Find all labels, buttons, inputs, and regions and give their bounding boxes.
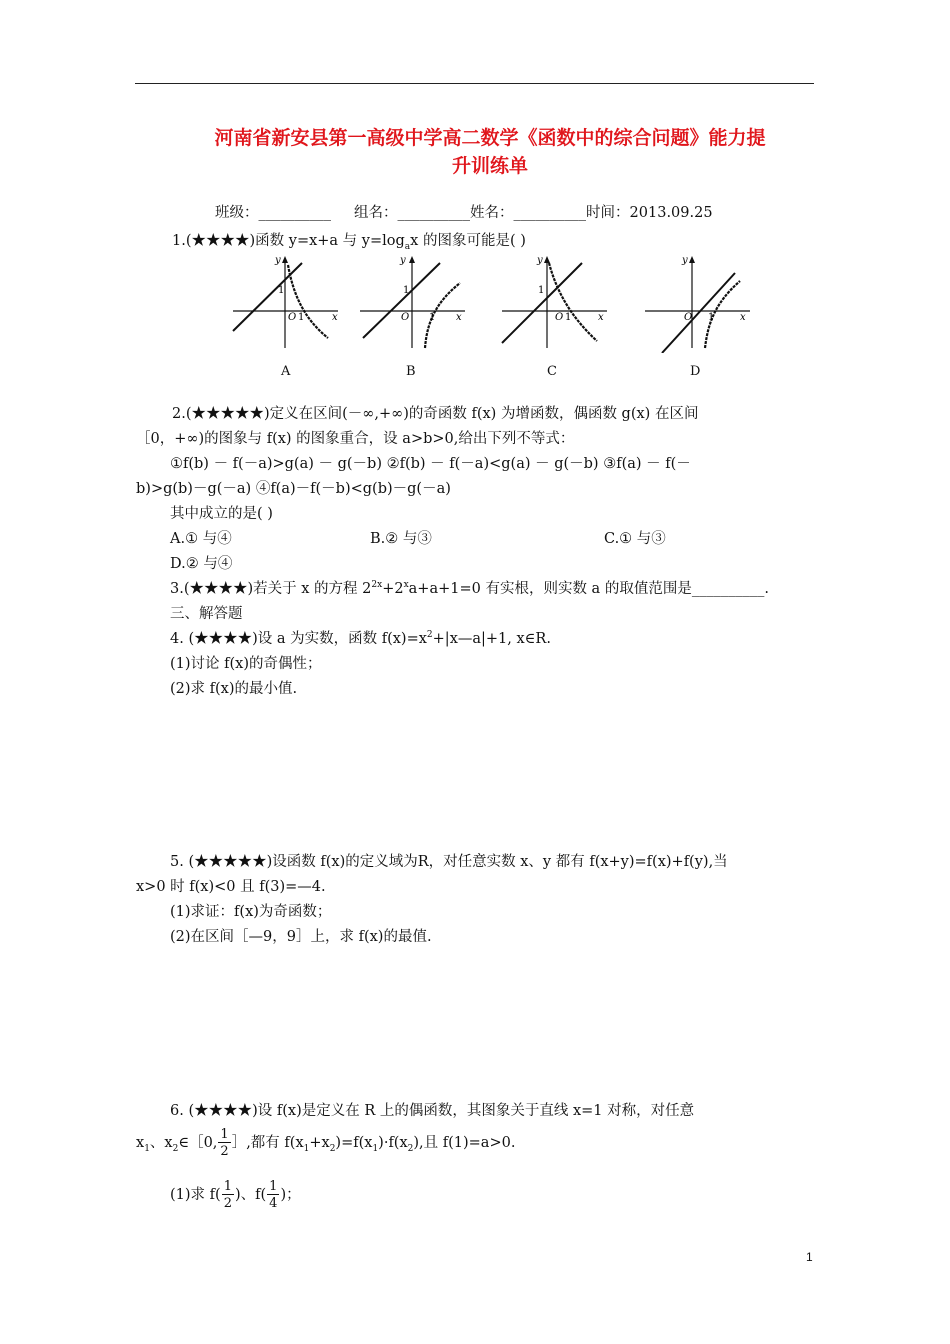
q2-line3: ①f(b) － f(－a)>g(a) － g(－b) ②f(b) － f(－a)<g(a) － g(－b) ③f(a) － f(－ — [170, 456, 691, 472]
name-label: 姓名： — [470, 205, 514, 221]
graph-d — [640, 253, 755, 353]
fraction-one-quarter: $\frac{1}{4}$ — [269, 1179, 278, 1211]
svg-text:y: y — [400, 255, 406, 266]
svg-text:y: y — [682, 255, 688, 266]
option-b-label: B — [406, 364, 416, 379]
option-d-label: D — [690, 364, 701, 379]
q2-line4: b)>g(b)－g(－a) ④f(a)－f(－b)<g(b)－g(－a) — [136, 481, 451, 497]
svg-text:x: x — [456, 312, 462, 323]
svg-text:O: O — [684, 312, 693, 323]
q5-line2: x>0 时 f(x)<0 且 f(3)=—4. — [136, 879, 326, 895]
header-line — [215, 201, 713, 222]
q2-line2: ［0，+∞)的图象与 f(x) 的图象重合，设 a>b>0,给出下列不等式： — [136, 431, 575, 447]
page-title-line2: 升训练单 — [451, 155, 528, 177]
svg-text:y: y — [537, 255, 543, 266]
q2-choice-c: C.① 与③ — [604, 531, 666, 547]
name-blank: __________ — [513, 205, 587, 221]
svg-text:1: 1 — [429, 312, 436, 323]
q4-part1: (1)讨论 f(x)的奇偶性； — [170, 656, 322, 672]
q6-part1: (1)求 f( $\frac{1}{2}$ )、f( $\frac{1}{4}$ )； — [170, 1179, 301, 1211]
svg-text:1: 1 — [403, 285, 410, 296]
q4-part2: (2)求 f(x)的最小值. — [170, 681, 298, 697]
svg-text:1: 1 — [298, 312, 305, 323]
svg-text:y: y — [275, 255, 281, 266]
svg-text:1: 1 — [278, 285, 285, 296]
page-title-line1: 河南省新安县第一高级中学高二数学《函数中的综合问题》能力提 — [214, 127, 766, 149]
section-heading: 三、解答题 — [170, 606, 243, 622]
q2-choice-a: A.① 与④ — [170, 531, 232, 547]
header-rule — [135, 83, 814, 84]
q5-line1: 5. (★★★★★)设函数 f(x)的定义域为R，对任意实数 x、y 都有 f(x+y)=f(x)+f(y),当 — [170, 854, 728, 870]
svg-text:x: x — [332, 312, 338, 323]
time-value: 2013.09.25 — [629, 205, 713, 221]
q2-choice-d: D.② 与④ — [170, 556, 233, 572]
q4-text: 4. (★★★★)设 a 为实数，函数 $f(x)=x^2+|x—a|+1$, x∈R. — [170, 630, 551, 647]
svg-text:1: 1 — [565, 312, 572, 323]
fraction-one-half: $\frac{1}{2}$ — [220, 1127, 229, 1159]
svg-text:x: x — [740, 312, 746, 323]
group-blank: __________ — [397, 205, 471, 221]
group-label: 组名： — [354, 205, 398, 221]
svg-text:1: 1 — [538, 285, 545, 296]
page-number: 1 — [806, 1250, 813, 1264]
q5-part1: (1)求证：f(x)为奇函数； — [170, 904, 332, 920]
graph-c — [497, 253, 612, 353]
q3-text: 3.(★★★★)若关于 x 的方程 $2^{2x}+2^xa+a+1=0$ 有实根，则实数 a 的取值范围是__________. — [170, 580, 769, 597]
q2-choice-b: B.② 与③ — [370, 531, 432, 547]
q2-line5: 其中成立的是( ) — [170, 506, 273, 522]
class-blank: __________ — [258, 205, 331, 221]
option-c-label: C — [547, 364, 557, 379]
q6-line1: 6. (★★★★)设 f(x)是定义在 R 上的偶函数，其图象关于直线 x=1 对称，对任意 — [170, 1103, 695, 1119]
graph-b — [355, 253, 470, 353]
q2-line1: 2.(★★★★★)定义在区间(－∞,+∞)的奇函数 f(x) 为增函数，偶函数 g(x) 在区间 — [172, 406, 699, 422]
time-label: 时间： — [586, 205, 630, 221]
fraction-one-half: $\frac{1}{2}$ — [223, 1179, 232, 1211]
q5-part2: (2)在区间［—9，9］上，求 f(x)的最值. — [170, 929, 432, 945]
svg-text:O: O — [401, 312, 410, 323]
graph-a — [228, 253, 343, 353]
option-a-label: A — [281, 364, 291, 379]
svg-text:O: O — [555, 312, 564, 323]
svg-text:1: 1 — [708, 312, 715, 323]
svg-text:O: O — [288, 312, 297, 323]
q1-text: 1.(★★★★)函数 y=x+a 与 $y=\log_ax$ 的图象可能是( ) — [172, 233, 526, 252]
class-label: 班级： — [215, 205, 259, 221]
q6-line2: $x_1$、$x_2\in[0$, $\frac{1}{2}$ ］,都有 $f(x_1+x_2)=f(x_1)\cdot f(x_2)$,且 f(1)=a>0. — [136, 1127, 516, 1159]
svg-text:x: x — [598, 312, 604, 323]
